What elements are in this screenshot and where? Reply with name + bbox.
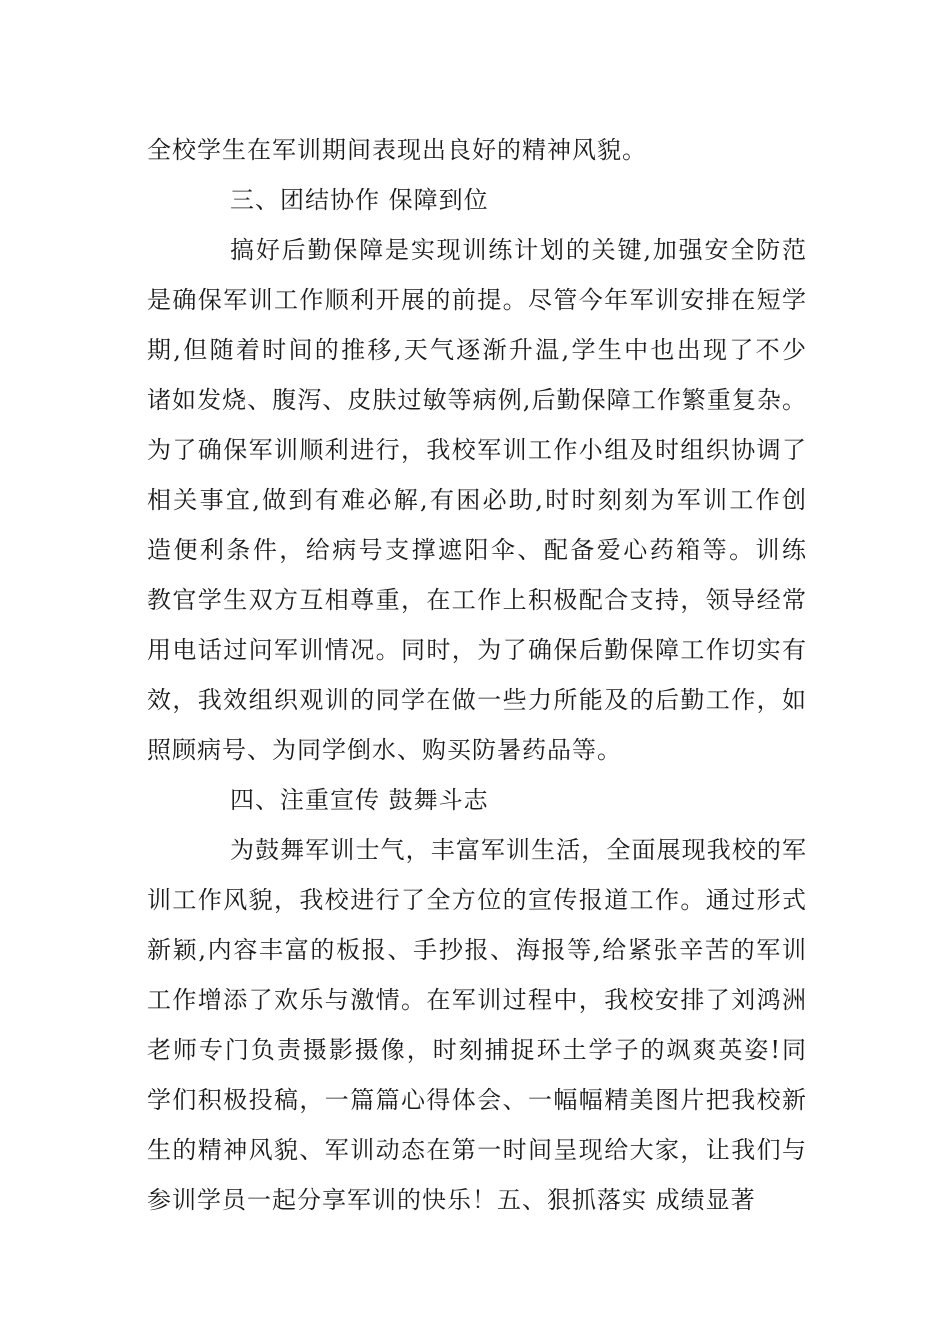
body-text-line: 工作增添了欢乐与激情。在军训过程中，我校安排了刘鸿洲 [147,986,807,1014]
section-heading: 三、团结协作 保障到位 [230,186,489,214]
body-text-line: 相关事宜,做到有难必解,有困必助,时时刻刻为军训工作创 [147,486,807,514]
paragraph-first-line: 为鼓舞军训士气，丰富军训生活，全面展现我校的军 [230,836,807,864]
body-text-line: 教官学生双方互相尊重，在工作上积极配合支持，领导经常 [147,586,807,614]
body-text-line: 全校学生在军训期间表现出良好的精神风貌。 [147,136,647,164]
body-text-line: 老师专门负责摄影摄像，时刻捕捉环土学子的飒爽英姿!同 [147,1036,807,1064]
body-text-line: 照顾病号、为同学倒水、购买防暑药品等。 [147,736,622,764]
body-text-line: 为了确保军训顺利进行，我校军训工作小组及时组织协调了 [147,436,807,464]
body-text-line: 训工作风貌，我校进行了全方位的宣传报道工作。通过形式 [147,886,807,914]
body-text-line: 学们积极投稿，一篇篇心得体会、一幅幅精美图片把我校新 [147,1086,807,1114]
body-text-line: 新颖,内容丰富的板报、手抄报、海报等,给紧张辛苦的军训 [147,936,807,964]
body-text-line: 生的精神风貌、军训动态在第一时间呈现给大家，让我们与 [147,1136,807,1164]
body-text-line: 效，我效组织观训的同学在做一些力所能及的后勤工作，如 [147,686,807,714]
document-body [147,125,807,1225]
body-text-line: 参训学员一起分享军训的快乐！五、狠抓落实 成绩显著 [147,1186,756,1214]
paragraph-first-line: 搞好后勤保障是实现训练计划的关键,加强安全防范 [230,236,807,264]
body-text-line: 造便利条件，给病号支撑遮阳伞、配备爱心药箱等。训练 [147,536,807,564]
body-text-line: 用电话过问军训情况。同时，为了确保后勤保障工作切实有 [147,636,807,664]
section-heading: 四、注重宣传 鼓舞斗志 [230,786,489,814]
body-text-line: 期,但随着时间的推移,天气逐渐升温,学生中也出现了不少 [147,336,807,364]
body-text-line: 是确保军训工作顺利开展的前提。尽管今年军训安排在短学 [147,286,807,314]
body-text-line: 诸如发烧、腹泻、皮肤过敏等病例,后勤保障工作繁重复杂。 [147,386,807,414]
